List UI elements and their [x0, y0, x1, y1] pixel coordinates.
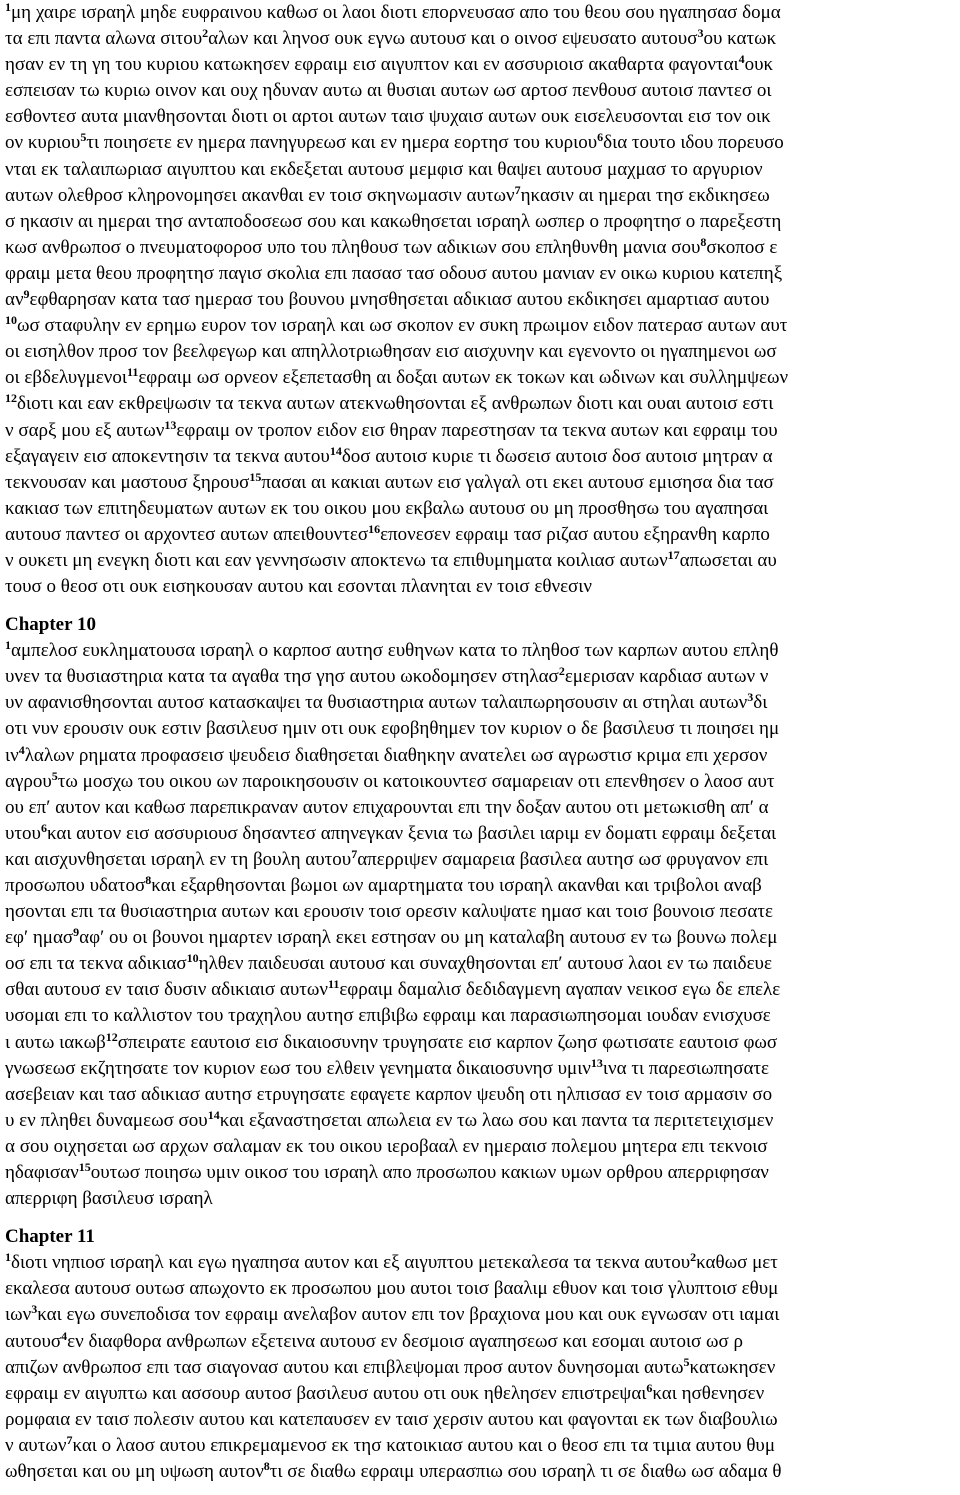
verse-text: εφθαρησαν κατα τασ ημερασ του βουνου μνησθησεται αδικιασ αυτου εκδικησει αμαρτιασ αυτου — [29, 289, 770, 311]
verse-text: αλων και ληνοσ ουκ εγνω αυτουσ και ο οινοσ εψευσατο αυτουσ — [208, 28, 698, 50]
chapter-10-heading: Chapter 10 — [5, 614, 96, 636]
verse-text: και εγω συνεποδισα τον εφραιμ ανελαβον αυτον επι τον βραχιονα μου και ουκ εγνωσαν οτι ιαμαι — [37, 1304, 780, 1326]
verse-text: γνωσεωσ εκζητησατε τον κυριον εωσ του ελθειν γενηματα δικαιοσυνησ υμιν — [5, 1057, 591, 1079]
text-line — [5, 78, 955, 104]
text-line — [5, 1329, 955, 1355]
text-line — [5, 977, 955, 1003]
verse-text: ιων — [5, 1304, 32, 1326]
verse-text: μη χαιρε ισραηλ μηδε ευφραινου καθωσ οι λαοι διοτι επορνευσασ απο του θεου σου ηγαπησασ δομα — [11, 2, 781, 23]
text-line — [5, 313, 955, 339]
verse-number: 6 — [597, 130, 604, 145]
verse-text: ρομφαια εν ταισ πολεσιν αυτου και κατεπαυσεν εν ταισ χερσιν αυτου και φαγονται εκ των διαβουλιω — [5, 1408, 778, 1430]
text-line — [5, 1276, 955, 1302]
verse-text: και αυτον εισ ασσυριουσ δησαντεσ απηνεγκαν ξενια τω βασιλει ιαριμ εν δοματι εφραιμ δεξεται — [46, 822, 777, 844]
text-line — [5, 1030, 955, 1056]
verse-number: 7 — [351, 846, 358, 861]
verse-text: τω μοσχω του οικου ων παροικησουσιν οι κατοικουντεσ σαμαρειαν οτι επενθησεν ο λαοσ αυτ — [57, 770, 775, 792]
verse-text: αγρου — [5, 770, 52, 792]
verse-text: υνεν τα θυσιαστηρια κατα τα αγαθα τησ γησ αυτου ωκοδομησεν στηλασ — [5, 666, 559, 688]
verse-text: ηδαφισαν — [5, 1162, 79, 1184]
verse-text: δοσ αυτοισ κυριε τι δωσεισ αυτοισ δοσ αυτοισ μητραν α — [341, 445, 773, 467]
verse-text: ηκασιν αι ημεραι τησ εκδικησεω — [520, 184, 770, 206]
verse-number: 5 — [51, 768, 58, 783]
text-line — [5, 1433, 955, 1459]
text-line — [5, 1108, 955, 1134]
verse-text: σ ηκασιν αι ημεραι τησ ανταποδοσεωσ σου και κακωθησεται ισραηλ ωσπερ ο προφητησ ο παρεξεστη — [5, 210, 782, 232]
verse-text: προσωπου υδατοσ — [5, 875, 146, 896]
verse-text: αυτουσ — [5, 1330, 62, 1352]
verse-text: αμπελοσ ευκληματουσα ισραηλ ο καρποσ αυτησ ευθηνων κατα το πληθοσ των καρπων αυτου επληθ — [11, 640, 779, 662]
text-line — [5, 157, 955, 183]
text-line — [5, 548, 955, 574]
verse-text: κακιασ των επιτηδευματων αυτων εκ του οικου μου εκβαλω αυτουσ ου μη προσθησω του αγαπησαι — [5, 497, 769, 519]
verse-text: φραιμ μετα θεου προφητησ παγισ σκολια επι πασασ τασ οδουσ αυτου μανιαν εν οικω κυριου κατεπηξ — [5, 262, 783, 284]
verse-number: 8 — [145, 873, 152, 887]
verse-text: ωσ σταφυλην εν ερημω ευρον τον ισραηλ και ωσ σκοπον εν συκη πρωιμον ειδον πατερασ αυτων αυτ — [17, 315, 788, 337]
text-line — [5, 496, 955, 522]
verse-text: ον κυριου — [5, 132, 81, 154]
text-line — [5, 574, 955, 600]
verse-number: 3 — [697, 26, 704, 41]
verse-number: 11 — [327, 977, 340, 992]
verse-text: υ εν πληθει δυναμεωσ σου — [5, 1109, 208, 1131]
verse-number: 17 — [667, 547, 680, 562]
verse-text: υτου — [5, 822, 41, 844]
verse-text: εφραιμ ον τροπον ειδον εισ θηραν παρεστησαν τα τεκνα αυτων και εφραιμ του — [176, 419, 778, 441]
verse-text: εφʹ ημασ — [5, 927, 74, 949]
verse-text: διοτι και εαν εκθρεψωσιν τα τεκνα αυτων ατεκνωθησονται εξ ανθρωπων διοτι και ουαι αυτοισ εστι — [17, 393, 774, 415]
verse-text: ν ουκετι μη ενεγκη διοτι και εαν γεννησωσιν αποκτενω τα επιθυμηματα κοιλιασ αυτων — [5, 549, 668, 571]
verse-text: ου επʹ αυτον και καθωσ παρεπικραναν αυτον επιχαρουνται επι την δοξαν αυτου οτι μετωκισθη απʹ α — [5, 796, 769, 818]
verse-text: αυτουσ παντεσ οι αρχοντεσ αυτων απειθουντεσ — [5, 523, 369, 545]
verse-number: 3 — [31, 1302, 38, 1317]
verse-number: 6 — [646, 1380, 653, 1395]
verse-number: 4 — [18, 742, 25, 757]
verse-number: 1 — [5, 1250, 11, 1265]
verse-number: 16 — [368, 521, 381, 536]
text-line — [5, 925, 955, 951]
text-line — [5, 1134, 955, 1160]
verse-text: α σου οιχησεται ωσ αρχων σαλαμαν εκ του οικου ιεροβααλ εν ημεραισ πολεμου μητερα επι τεκνοισ — [5, 1135, 768, 1157]
verse-text: αφʹ ου οι βουνοι ημαρτεν ισραηλ εκει εστησαν ου μη καταλαβη αυτουσ εν τω βουνω πολεμ — [79, 927, 778, 949]
verse-number: 5 — [683, 1354, 690, 1369]
text-line — [5, 716, 955, 742]
verse-text: ινα τι παρεσιωπησατε — [602, 1057, 770, 1079]
verse-text: υσομαι επι το καλλιστον του τραχηλου αυτησ επιβιβω εφραιμ και παρασιωπησομαι ιουδαν ενισχυσε — [5, 1005, 771, 1027]
verse-text: απερριψεν σαμαρεια βασιλεα αυτησ ωσ φρυγανον επι — [357, 848, 769, 870]
verse-text: διοτι νηπιοσ ισραηλ και εγω ηγαπησα αυτον και εξ αιγυπτου μετεκαλεσα τα τεκνα αυτου — [11, 1252, 691, 1274]
text-line — [5, 847, 955, 873]
verse-text: αν — [5, 289, 24, 311]
text-line — [5, 951, 955, 977]
verse-number: 10 — [186, 951, 199, 966]
verse-text: ν αυτων — [5, 1434, 67, 1456]
verse-text: ησονται επι τα θυσιαστηρια αυτων και ερουσιν τοισ ορεσιν καλυψατε ημασ και τοισ βουνοισ πεσατε — [5, 901, 773, 923]
verse-text: δια τουτο ιδου πορευσο — [603, 132, 784, 154]
verse-number: 8 — [263, 1458, 270, 1473]
verse-text: ασεβειαν και τασ αδικιασ αυτησ ετρυγησατε εφαγετε καρπον ψευδη οτι ηλπισασ εν τοισ αρμασιν σο — [5, 1083, 773, 1105]
verse-text: τεκνουσαν και μαστουσ ξηρουσ — [5, 471, 250, 493]
text-line — [5, 470, 955, 496]
verse-text: και εξαναστησεται απωλεια εν τω λαω σου και παντα τα περιτετειχισμεν — [219, 1109, 774, 1131]
text-line — [5, 899, 955, 925]
verse-text: εν διαφθορα ανθρωπων εξετεινα αυτουσ εν δεσμοισ αγαπησεωσ και εσομαι αυτοισ ωσ ρ — [67, 1330, 744, 1352]
text-line — [5, 1355, 955, 1381]
verse-text: εκαλεσα αυτουσ ουτωσ απωχοντο εκ προσωπου μου αυτοι τοισ βααλιμ εθυον και τοισ γλυπτοισ εθυμ — [5, 1278, 779, 1300]
verse-text: εξαγαγειν εισ αποκεντησιν τα τεκνα αυτου — [5, 445, 330, 467]
verse-text: αυτων ολεθροσ κληρονομησει ακανθαι εν τοισ σκηνωμασιν αυτων — [5, 184, 515, 206]
text-line — [5, 1160, 955, 1186]
verse-text: οι εισηλθον προσ τον βεελφεγωρ και απηλλοτριωθησαν εισ αισχυνην και εγενοντο οι ηγαπημενοι ωσ — [5, 341, 777, 363]
verse-text: εφραιμ δαμαλισ δεδιδαγμενη αγαπαν νεικοσ εγω δε επελε — [339, 979, 781, 1001]
verse-number: 11 — [126, 365, 139, 380]
verse-text: εσθοντεσ αυτα μιανθησονται διοτι οι αρτοι αυτων ταισ ψυχαισ αυτων ουκ εισελευσονται εισ τον οικ — [5, 106, 771, 128]
text-line — [5, 261, 955, 287]
text-line — [5, 1459, 955, 1485]
verse-text: εφραιμ ωσ ορνεον εξεπετασθη αι δοξαι αυτων εκ τοκων και ωδινων και συλλημψεων — [138, 367, 789, 389]
text-line — [5, 418, 955, 444]
verse-text: και ησθενησεν — [652, 1382, 765, 1404]
text-line — [5, 130, 955, 156]
text-line — [5, 690, 955, 716]
text-line — [5, 795, 955, 821]
text-line — [5, 26, 955, 52]
verse-number: 2 — [558, 664, 565, 679]
verse-text: σκοποσ ε — [706, 236, 778, 258]
verse-text: δι — [753, 692, 768, 714]
text-line — [5, 365, 955, 391]
text-line — [5, 873, 955, 899]
chapter-9-text — [5, 0, 955, 600]
verse-text: εφραιμ εν αιγυπτω και ασσουρ αυτοσ βασιλευσ αυτου οτι ουκ ηθελησεν επιστρεψαι — [5, 1382, 647, 1404]
verse-text: νται εκ ταλαιπωριασ αιγυπτου και εκδεξεται αυτουσ μεμφισ και θαψει αυτουσ μαχμασ το αργυριον — [5, 158, 763, 180]
text-line — [5, 209, 955, 235]
text-line — [5, 287, 955, 313]
verse-number: 2 — [202, 26, 209, 41]
text-line — [5, 52, 955, 78]
verse-text: σπειρατε εαυτοισ εισ δικαιοσυνην τρυγησατε εισ καρπον ζωησ φωτισατε εαυτοισ φωσ — [117, 1031, 778, 1053]
verse-text: οσ επι τα τεκνα αδικιασ — [5, 953, 187, 975]
verse-number: 2 — [690, 1250, 697, 1265]
chapter-11-text — [5, 1250, 955, 1485]
text-line — [5, 1056, 955, 1082]
verse-text: ιν — [5, 744, 19, 766]
chapter-11-heading: Chapter 11 — [5, 1226, 95, 1248]
verse-number: 9 — [23, 287, 30, 302]
verse-text: τα επι παντα αλωνα σιτου — [5, 28, 203, 50]
text-line — [5, 769, 955, 795]
text-line — [5, 1003, 955, 1029]
verse-number: 9 — [73, 925, 80, 940]
verse-number: 12 — [105, 1029, 118, 1044]
text-line — [5, 638, 955, 664]
text-line — [5, 1302, 955, 1328]
verse-text: τι ποιησετε εν ημερα πανηγυρεωσ και εν ημερα εορτησ του κυριου — [86, 132, 598, 154]
text-line — [5, 0, 955, 26]
verse-text: υν αφανισθησονται αυτοσ κατασκαψει τα θυσιαστηρια αυτων ταλαιπωρησουσιν αι στηλαι αυτων — [5, 692, 748, 714]
verse-text: απερριφη βασιλευσ ισραηλ — [5, 1188, 213, 1210]
verse-text: εμερισαν καρδιασ αυτων ν — [564, 666, 769, 688]
verse-number: 1 — [5, 0, 11, 14]
verse-text: και αισχυνθησεται ισραηλ εν τη βουλη αυτου — [5, 848, 352, 870]
verse-number: 14 — [329, 443, 342, 458]
text-line — [5, 235, 955, 261]
text-line — [5, 391, 955, 417]
verse-text: ου κατωκ — [703, 28, 777, 50]
verse-number: 14 — [207, 1107, 220, 1122]
verse-number: 8 — [700, 234, 707, 249]
verse-number: 15 — [249, 469, 262, 484]
verse-number: 4 — [738, 52, 745, 67]
verse-text: ουκ — [744, 54, 774, 76]
text-line — [5, 821, 955, 847]
verse-text: επονεσεν εφραιμ τασ ριζασ αυτου εξηρανθη καρπο — [380, 523, 770, 545]
text-line — [5, 339, 955, 365]
verse-number: 4 — [61, 1328, 68, 1343]
verse-number: 1 — [5, 638, 11, 653]
verse-text: τι σε διαθω εφραιμ υπερασπιω σου ισραηλ τι σε διαθω ωσ αδαμα θ — [269, 1460, 782, 1482]
text-line — [5, 183, 955, 209]
verse-text: σθαι αυτουσ εν ταισ δυσιν αδικιαισ αυτων — [5, 979, 328, 1001]
verse-number: 13 — [164, 417, 177, 432]
text-line — [5, 1186, 955, 1212]
verse-text: καθωσ μετ — [696, 1252, 778, 1274]
verse-text: ωθησεται και ου μη υψωση αυτον — [5, 1460, 264, 1482]
verse-text: οι εβδελυγμενοι — [5, 367, 127, 389]
text-line — [5, 1082, 955, 1108]
verse-number: 3 — [747, 690, 754, 705]
verse-number: 10 — [5, 313, 17, 328]
verse-number: 7 — [66, 1432, 73, 1447]
text-line — [5, 1407, 955, 1433]
text-line — [5, 444, 955, 470]
verse-text: ι αυτω ιακωβ — [5, 1031, 106, 1053]
text-line — [5, 104, 955, 130]
verse-text: πασαι αι κακιαι αυτων εισ γαλγαλ οτι εκει αυτουσ εμισησα δια τασ — [261, 471, 774, 493]
text-line — [5, 522, 955, 548]
verse-number: 13 — [590, 1055, 603, 1070]
verse-text: ηλθεν παιδευσαι αυτουσ και συναχθησονται επʹ αυτουσ λαοι εν τω παιδευε — [198, 953, 772, 975]
verse-text: και εξαρθησονται βωμοι ων αμαρτηματα του ισραηλ ακανθαι και τριβολοι αναβ — [151, 875, 762, 896]
text-line — [5, 1381, 955, 1407]
verse-text: κωσ ανθρωποσ ο πνευματοφοροσ υπο του πληθουσ των αδικιων σου επληθυνθη μανια σου — [5, 236, 701, 258]
verse-text: απωσεται αυ — [679, 549, 777, 571]
verse-text: τουσ ο θεοσ οτι ουκ εισηκουσαν αυτου και εσονται πλανηται εν τοισ εθνεσιν — [5, 576, 592, 598]
verse-number: 12 — [5, 391, 17, 406]
verse-text: ησαν εν τη γη του κυριου κατωκησεν εφραιμ εισ αιγυπτον και εν ασσυριοισ ακαθαρτα φαγονται — [5, 54, 739, 76]
verse-text: οτι νυν ερουσιν ουκ εστιν βασιλευσ ημιν οτι ουκ εφοβηθημεν τον κυριον ο δε βασιλευσ τι ποιησει ημ — [5, 718, 780, 740]
verse-text: εσπεισαν τω κυριω οινον και ουχ ηδυναν αυτω αι θυσιαι αυτων ωσ αρτοσ πενθουσ αυτοισ παντεσ οι — [5, 80, 772, 102]
text-line — [5, 664, 955, 690]
verse-text: λαλων ρηματα προφασεισ ψευδεισ διαθησεται διαθηκην ανατελει ωσ αγρωστισ κριμα επι χερσον — [24, 744, 768, 766]
text-line — [5, 743, 955, 769]
verse-text: κατωκησεν — [689, 1356, 776, 1378]
verse-number: 7 — [514, 182, 521, 197]
text-line — [5, 1250, 955, 1276]
chapter-10-text — [5, 638, 955, 1212]
verse-number: 15 — [78, 1160, 91, 1175]
verse-text: ουτωσ ποιησω υμιν οικοσ του ισραηλ απο προσωπου κακιων υμων ορθρου απερριφησαν — [90, 1162, 769, 1184]
verse-text: και ο λαοσ αυτου επικρεμαμενοσ εκ τησ κατοικιασ αυτου και ο θεοσ επι τα τιμια αυτου θυμ — [72, 1434, 776, 1456]
verse-text: ν σαρξ μου εξ αυτων — [5, 419, 165, 441]
verse-text: απιζων ανθρωποσ επι τασ σιαγονασ αυτου και επιβλεψομαι προσ αυτον δυνησομαι αυτω — [5, 1356, 684, 1378]
verse-number: 5 — [80, 130, 87, 145]
verse-number: 6 — [40, 820, 47, 835]
